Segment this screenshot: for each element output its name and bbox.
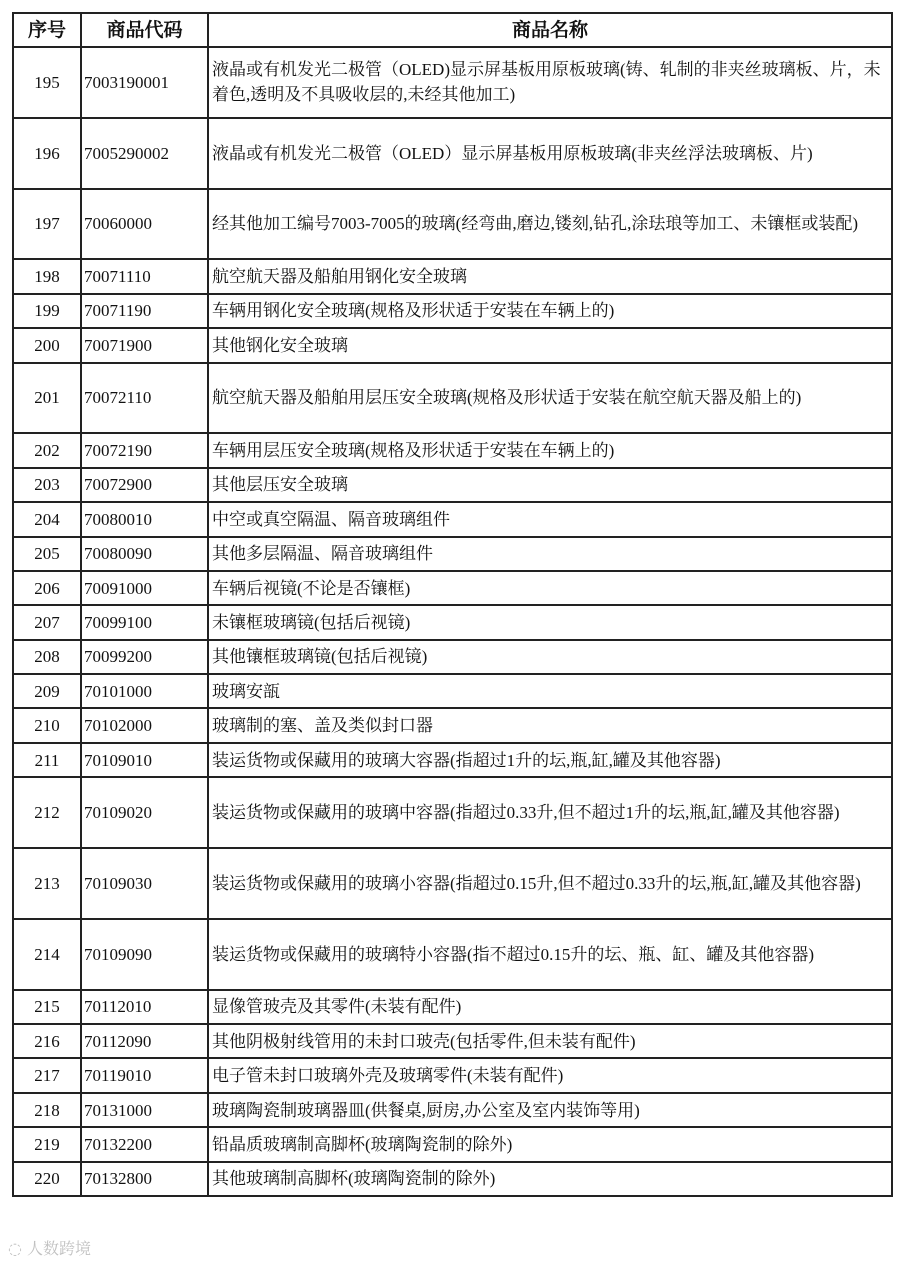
commodity-code-cell: 70080010 (81, 502, 208, 536)
commodity-code-cell: 70071110 (81, 259, 208, 293)
commodity-table (12, 12, 893, 1197)
table-row (13, 674, 892, 708)
commodity-code-cell: 70109010 (81, 743, 208, 777)
commodity-code-cell: 70132200 (81, 1127, 208, 1161)
watermark-text: 人数跨境 (27, 1239, 92, 1258)
table-row (13, 1162, 892, 1196)
commodity-name-cell: 装运货物或保藏用的玻璃特小容器(指不超过0.15升的坛、瓶、缸、罐及其他容器) (208, 919, 892, 990)
commodity-code-cell: 70131000 (81, 1093, 208, 1127)
table-row (13, 640, 892, 674)
commodity-name-cell: 其他钢化安全玻璃 (208, 328, 892, 362)
serial-number-cell: 213 (13, 848, 81, 919)
commodity-name-cell: 液晶或有机发光二极管（OLED)显示屏基板用原板玻璃(铸、轧制的非夹丝玻璃板、片，未着色,透明及不具吸收层的,未经其他加工) (208, 47, 892, 118)
table-row (13, 363, 892, 434)
watermark-logo: ◌ 人数跨境 (8, 1239, 92, 1258)
serial-number-cell: 196 (13, 118, 81, 189)
commodity-name-cell: 装运货物或保藏用的玻璃大容器(指超过1升的坛,瓶,缸,罐及其他容器) (208, 743, 892, 777)
commodity-name-cell: 显像管玻壳及其零件(未装有配件) (208, 990, 892, 1024)
commodity-code-cell: 70132800 (81, 1162, 208, 1196)
serial-number-cell: 216 (13, 1024, 81, 1058)
commodity-code-cell: 70091000 (81, 571, 208, 605)
table-row (13, 777, 892, 848)
table-row (13, 259, 892, 293)
commodity-name-cell: 车辆后视镜(不论是否镶框) (208, 571, 892, 605)
commodity-code-cell: 70071190 (81, 294, 208, 328)
commodity-name-cell: 玻璃安瓿 (208, 674, 892, 708)
table-row (13, 294, 892, 328)
serial-number-cell: 214 (13, 919, 81, 990)
commodity-name-cell: 中空或真空隔温、隔音玻璃组件 (208, 502, 892, 536)
table-row (13, 1024, 892, 1058)
commodity-code-cell: 70072900 (81, 468, 208, 502)
serial-number-cell: 206 (13, 571, 81, 605)
commodity-name-cell: 其他层压安全玻璃 (208, 468, 892, 502)
commodity-name-cell: 其他玻璃制高脚杯(玻璃陶瓷制的除外) (208, 1162, 892, 1196)
commodity-code-cell: 70109090 (81, 919, 208, 990)
table-row (13, 848, 892, 919)
commodity-name-cell: 装运货物或保藏用的玻璃小容器(指超过0.15升,但不超过0.33升的坛,瓶,缸,罐及其他容器) (208, 848, 892, 919)
table-header-row (13, 13, 892, 47)
header-commodity-code: 商品代码 (81, 13, 208, 47)
commodity-code-cell: 70071900 (81, 328, 208, 362)
serial-number-cell: 219 (13, 1127, 81, 1161)
commodity-code-cell: 7003190001 (81, 47, 208, 118)
table-row (13, 47, 892, 118)
serial-number-cell: 209 (13, 674, 81, 708)
header-commodity-name: 商品名称 (208, 13, 892, 47)
serial-number-cell: 198 (13, 259, 81, 293)
table-row (13, 1093, 892, 1127)
serial-number-cell: 211 (13, 743, 81, 777)
serial-number-cell: 201 (13, 363, 81, 434)
header-serial-number: 序号 (13, 13, 81, 47)
commodity-name-cell: 其他多层隔温、隔音玻璃组件 (208, 537, 892, 571)
commodity-code-cell: 70101000 (81, 674, 208, 708)
commodity-name-cell: 航空航天器及船舶用钢化安全玻璃 (208, 259, 892, 293)
commodity-code-cell: 70109030 (81, 848, 208, 919)
commodity-code-cell: 70109020 (81, 777, 208, 848)
serial-number-cell: 212 (13, 777, 81, 848)
commodity-name-cell: 车辆用层压安全玻璃(规格及形状适于安装在车辆上的) (208, 433, 892, 467)
table-row (13, 919, 892, 990)
serial-number-cell: 199 (13, 294, 81, 328)
commodity-code-cell: 70102000 (81, 708, 208, 742)
commodity-name-cell: 电子管未封口玻璃外壳及玻璃零件(未装有配件) (208, 1058, 892, 1092)
commodity-code-cell: 70112090 (81, 1024, 208, 1058)
table-row (13, 1127, 892, 1161)
commodity-code-cell: 70072110 (81, 363, 208, 434)
table-row (13, 708, 892, 742)
commodity-name-cell: 铅晶质玻璃制高脚杯(玻璃陶瓷制的除外) (208, 1127, 892, 1161)
serial-number-cell: 202 (13, 433, 81, 467)
serial-number-cell: 195 (13, 47, 81, 118)
commodity-name-cell: 其他阴极射线管用的未封口玻壳(包括零件,但未装有配件) (208, 1024, 892, 1058)
table-row (13, 605, 892, 639)
commodity-code-cell: 70072190 (81, 433, 208, 467)
table-row (13, 502, 892, 536)
commodity-code-cell: 70060000 (81, 189, 208, 260)
commodity-code-cell: 70112010 (81, 990, 208, 1024)
commodity-code-cell: 70119010 (81, 1058, 208, 1092)
serial-number-cell: 205 (13, 537, 81, 571)
serial-number-cell: 204 (13, 502, 81, 536)
commodity-code-cell: 70080090 (81, 537, 208, 571)
serial-number-cell: 210 (13, 708, 81, 742)
serial-number-cell: 208 (13, 640, 81, 674)
commodity-code-cell: 70099100 (81, 605, 208, 639)
commodity-name-cell: 航空航天器及船舶用层压安全玻璃(规格及形状适于安装在航空航天器及船上的) (208, 363, 892, 434)
commodity-name-cell: 车辆用钢化安全玻璃(规格及形状适于安装在车辆上的) (208, 294, 892, 328)
commodity-code-cell: 70099200 (81, 640, 208, 674)
commodity-name-cell: 其他镶框玻璃镜(包括后视镜) (208, 640, 892, 674)
table-row (13, 743, 892, 777)
serial-number-cell: 203 (13, 468, 81, 502)
table-row (13, 189, 892, 260)
table-row (13, 1058, 892, 1092)
serial-number-cell: 215 (13, 990, 81, 1024)
table-row (13, 990, 892, 1024)
commodity-name-cell: 经其他加工编号7003-7005的玻璃(经弯曲,磨边,镂刻,钻孔,涂珐琅等加工、未镶框或装配) (208, 189, 892, 260)
commodity-name-cell: 装运货物或保藏用的玻璃中容器(指超过0.33升,但不超过1升的坛,瓶,缸,罐及其他容器) (208, 777, 892, 848)
commodity-code-cell: 7005290002 (81, 118, 208, 189)
table-row (13, 328, 892, 362)
table-row (13, 118, 892, 189)
commodity-name-cell: 玻璃陶瓷制玻璃器皿(供餐桌,厨房,办公室及室内装饰等用) (208, 1093, 892, 1127)
serial-number-cell: 218 (13, 1093, 81, 1127)
serial-number-cell: 197 (13, 189, 81, 260)
serial-number-cell: 217 (13, 1058, 81, 1092)
serial-number-cell: 207 (13, 605, 81, 639)
commodity-name-cell: 未镶框玻璃镜(包括后视镜) (208, 605, 892, 639)
serial-number-cell: 200 (13, 328, 81, 362)
commodity-name-cell: 玻璃制的塞、盖及类似封口器 (208, 708, 892, 742)
table-row (13, 468, 892, 502)
table-row (13, 571, 892, 605)
table-row (13, 433, 892, 467)
table-row (13, 537, 892, 571)
commodity-name-cell: 液晶或有机发光二极管（OLED）显示屏基板用原板玻璃(非夹丝浮法玻璃板、片) (208, 118, 892, 189)
serial-number-cell: 220 (13, 1162, 81, 1196)
